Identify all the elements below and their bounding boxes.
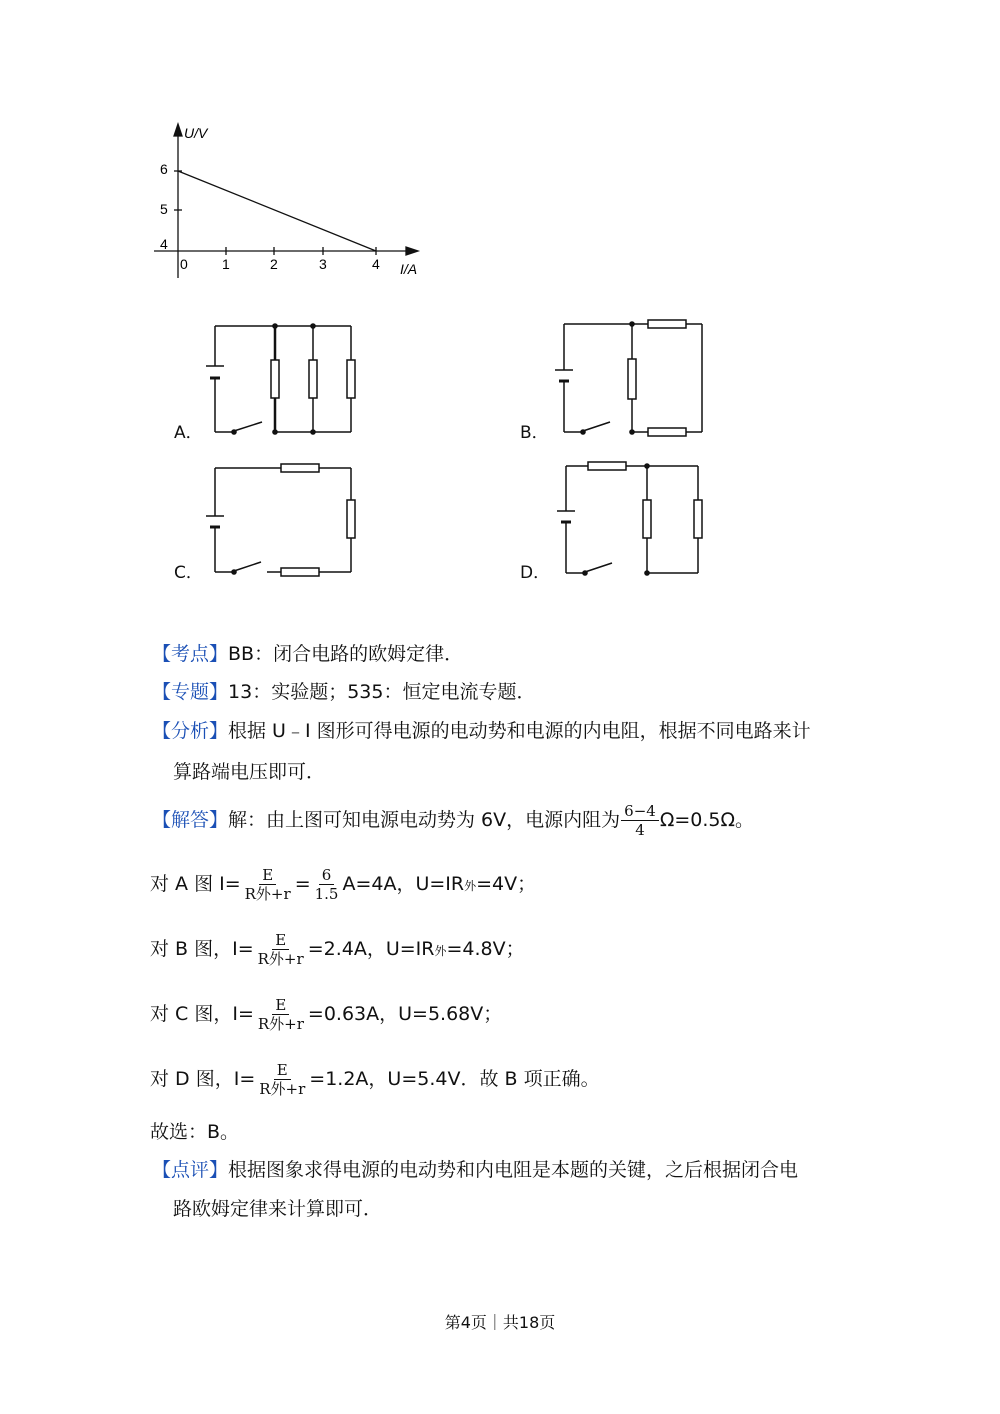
fenxi-tag: 【分析】 [152, 720, 229, 742]
dianping-line1 [152, 1158, 798, 1182]
row-c [150, 996, 502, 1033]
y-tick-6: 6 [160, 161, 168, 177]
ui-graph [140, 118, 440, 288]
page-footer: 第4页｜共18页 [444, 1313, 556, 1332]
fraction-denominator: R外+r [257, 1015, 304, 1033]
row-d-pre: 对 D 图，I= [150, 1068, 256, 1090]
y-tick-4: 4 [160, 236, 168, 252]
row-d [150, 1061, 600, 1098]
jieda-tag: 【解答】 [152, 809, 229, 831]
row-c-post: =0.63A，U=5.68V； [307, 1003, 503, 1025]
fraction-numerator: E [272, 996, 289, 1015]
jieda-post: Ω=0.5Ω。 [659, 809, 754, 831]
jieda-line [152, 802, 754, 839]
fenxi-text-1: 根据 U﹣I 图形可得电源的电动势和电源的内电阻，根据不同电路来计 [228, 720, 811, 742]
fraction-numerator: 6−4 [621, 802, 659, 821]
option-c-label: C． [174, 563, 203, 583]
fraction-denominator: R外+r [257, 950, 304, 968]
x-tick-3: 3 [319, 256, 327, 272]
circuit-d [554, 457, 714, 582]
x-tick-2: 2 [270, 256, 278, 272]
fraction-denominator: R外+r [244, 885, 291, 903]
option-a-label: A． [174, 423, 203, 443]
kaodian-text: BB：闭合电路的欧姆定律． [228, 643, 464, 665]
fraction-denominator: R外+r [259, 1080, 306, 1098]
row-b [150, 931, 525, 968]
y-tick-5: 5 [160, 201, 168, 217]
dianping-text-2: 路欧姆定律来计算即可． [173, 1198, 383, 1220]
row-b-fraction [255, 931, 307, 968]
row-b-subscript: 外 [434, 944, 447, 958]
fraction-numerator: E [274, 1061, 291, 1080]
zhuanti-text: 13：实验题；535：恒定电流专题． [228, 681, 536, 703]
row-c-pre: 对 C 图，I= [150, 1003, 254, 1025]
row-d-post: =1.2A，U=5.4V．故 B 项正确。 [309, 1068, 600, 1090]
zhuanti-line [152, 680, 535, 704]
row-c-fraction [255, 996, 307, 1033]
row-a-subscript: 外 [464, 879, 477, 893]
jieda-pre: 解：由上图可知电源电动势为 6V，电源内阻为 [228, 809, 621, 831]
row-a-pre: 对 A 图 I= [150, 873, 241, 895]
fraction-denominator: 1.5 [314, 885, 339, 903]
dianping-text-1: 根据图象求得电源的电动势和内电阻是本题的关键，之后根据闭合电 [228, 1159, 799, 1181]
answer-line: 故选：B。 [150, 1121, 240, 1143]
row-a-fraction-1 [242, 866, 294, 903]
zhuanti-tag: 【专题】 [152, 681, 229, 703]
fenxi-line1 [152, 719, 811, 743]
circuit-a [205, 318, 365, 443]
y-axis-label: U/V [184, 125, 208, 141]
circuit-b [554, 316, 714, 441]
circuit-c [205, 460, 365, 585]
x-tick-4: 4 [372, 256, 380, 272]
fraction-numerator: E [272, 931, 289, 950]
row-b-pre: 对 B 图，I= [150, 938, 254, 960]
row-b-post: =2.4A，U=IR [307, 938, 435, 960]
row-a-post: A=4A，U=IR [342, 873, 465, 895]
row-d-fraction [256, 1061, 308, 1098]
dianping-tag: 【点评】 [152, 1159, 229, 1181]
option-b-label: B． [520, 423, 549, 443]
row-a-fraction-2 [312, 866, 342, 903]
x-tick-0: 0 [180, 256, 188, 272]
x-axis-label: I/A [400, 261, 418, 277]
row-a-equals: = [294, 873, 311, 895]
fraction-numerator: E [259, 866, 276, 885]
kaodian-line [152, 642, 463, 666]
option-d-label: D． [520, 563, 551, 583]
fenxi-text-2: 算路端电压即可． [173, 761, 326, 783]
row-b-tail: =4.8V； [446, 938, 525, 960]
fraction-denominator: 4 [635, 821, 645, 839]
row-a [150, 866, 536, 903]
x-tick-1: 1 [222, 256, 230, 272]
internal-resistance-fraction [621, 802, 659, 839]
kaodian-tag: 【考点】 [152, 643, 229, 665]
fraction-numerator: 6 [319, 866, 335, 885]
row-a-tail: =4V； [476, 873, 537, 895]
